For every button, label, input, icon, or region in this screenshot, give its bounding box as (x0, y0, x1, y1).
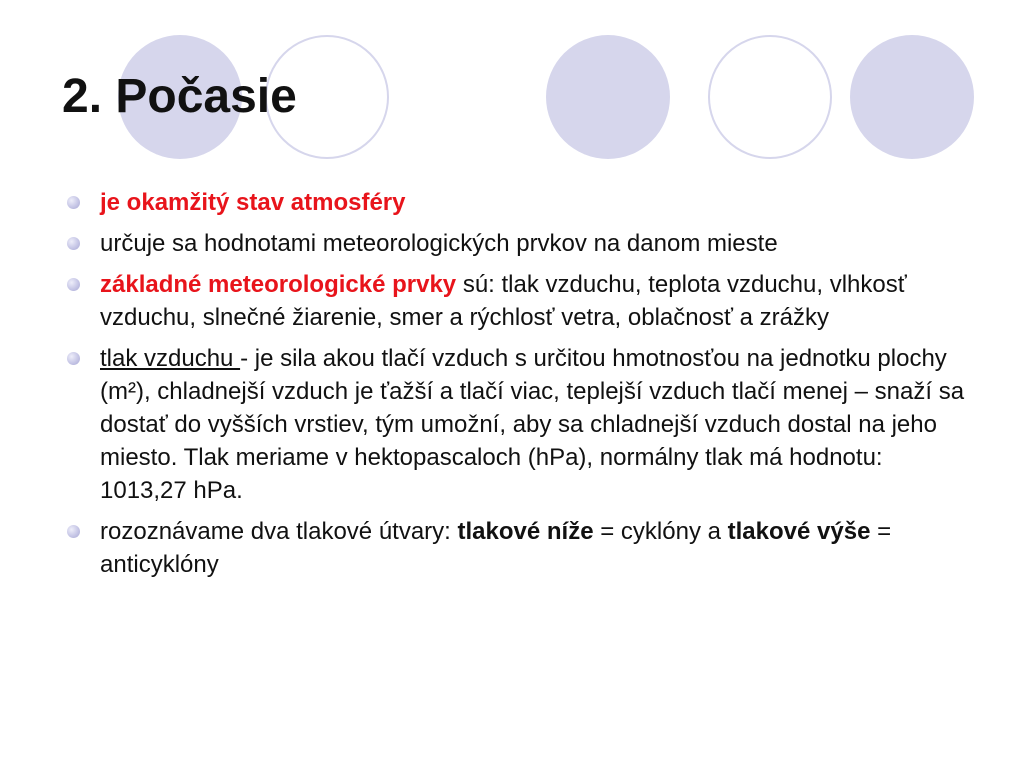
bullet-segment: tlakové níže (457, 518, 594, 545)
bullet-item (62, 186, 972, 219)
bullet-segment: - je sila akou tlačí vzduch s určitou hmotnosťou na jednotku plochy (m²), chladnejší vzduch je ťažší a tlačí viac, teplejší vzduch tlačí menej – snaží sa dostať do vyšších vrstiev, tým umožní, aby sa chladnejší vzduch dostal na jeho miesto. Tlak meriame v hektopascaloch (hPa), normálny tlak má hodnotu: 1013,27 hPa. (100, 345, 965, 504)
bullet-segment: určuje sa hodnotami meteorologických prvkov na danom mieste (100, 230, 778, 257)
decorative-circle-outline (708, 35, 832, 159)
bullet-segment: rozoznávame dva tlakové útvary: (100, 518, 458, 545)
bullet-segment: = cyklóny a (593, 518, 728, 545)
bullet-segment: tlak vzduchu (100, 345, 241, 372)
bullet-dot-icon (67, 237, 80, 250)
bullet-dot-icon (67, 278, 80, 291)
slide-title: 2. Počasie (62, 70, 297, 123)
bullet-segment: je okamžitý stav atmosféry (100, 189, 406, 216)
decorative-circle-filled (850, 35, 974, 159)
bullet-item (62, 227, 972, 260)
bullet-segment: základné meteorologické prvky (100, 271, 457, 298)
bullet-segment: sú: tlak vzduchu, teplota vzduchu, vlhkosť vzduchu, slnečné žiarenie, smer a rýchlosť vetra, oblačnosť a zrážky (100, 271, 907, 331)
bullet-segment: = anticyklóny (100, 518, 892, 578)
bullet-dot-icon (67, 525, 80, 538)
bullet-segment: tlakové výše (727, 518, 871, 545)
bullet-item (62, 342, 972, 507)
bullet-item (62, 515, 972, 581)
bullet-dot-icon (67, 352, 80, 365)
bullet-item (62, 268, 972, 334)
bullet-dot-icon (67, 196, 80, 209)
decorative-circle-filled (546, 35, 670, 159)
bullet-list (62, 186, 972, 589)
